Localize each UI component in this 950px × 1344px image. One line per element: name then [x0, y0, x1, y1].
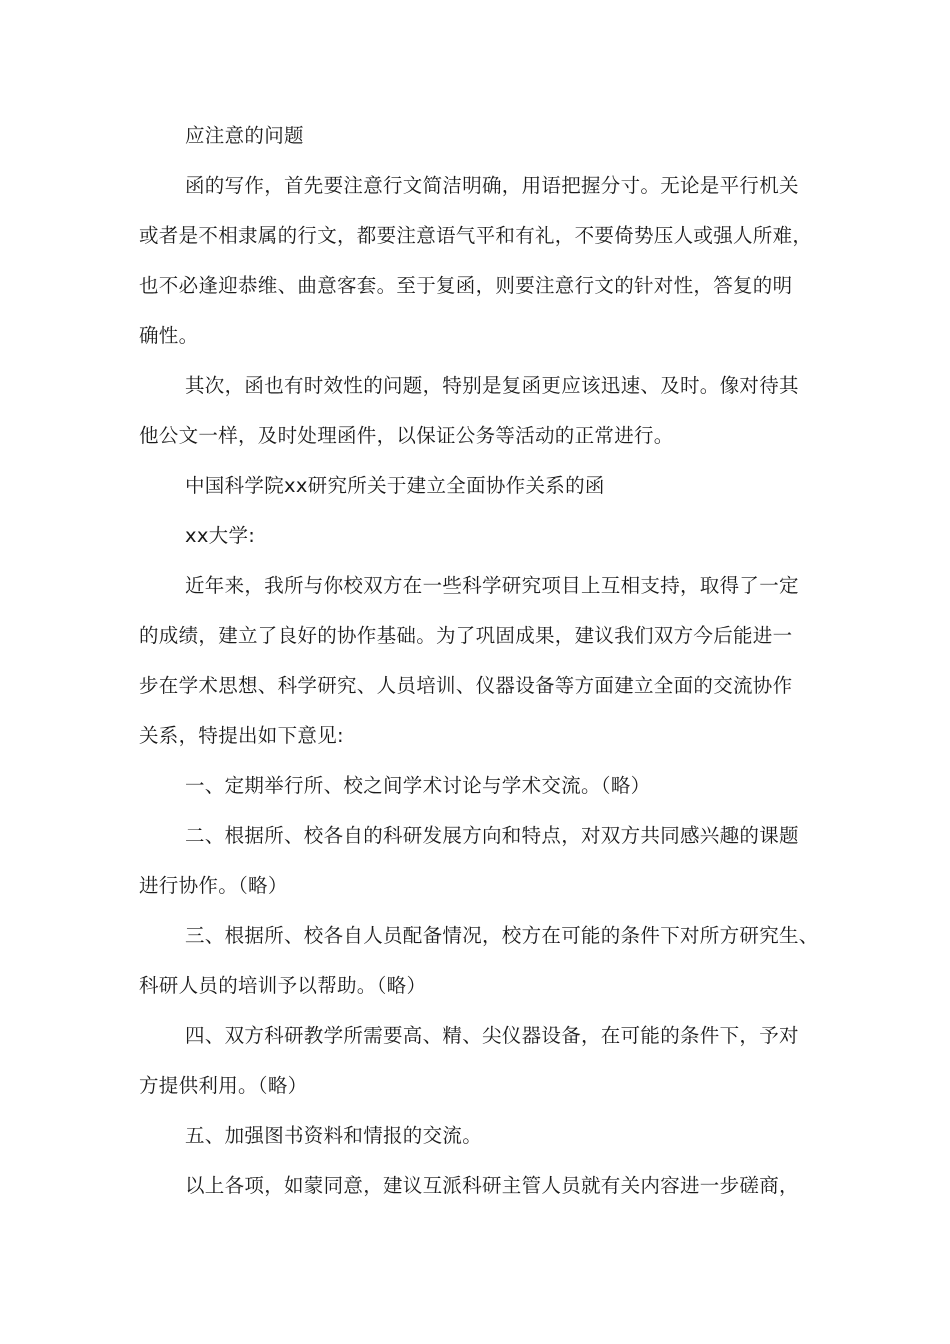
paragraph-line: 关系，特提出如下意见:: [139, 724, 344, 747]
paragraph-line: 或者是不相隶属的行文，都要注意语气平和有礼，不要倚势压人或强人所难，: [139, 224, 813, 247]
list-item: 二、根据所、校各自的科研发展方向和特点，对双方共同感兴趣的课题: [185, 824, 799, 847]
list-item-continuation: 进行协作。（略）: [139, 874, 288, 897]
paragraph-line: 他公文一样，及时处理函件，以保证公务等活动的正常进行。: [139, 424, 674, 447]
list-item: 三、根据所、校各自人员配备情况，校方在可能的条件下对所方研究生、: [185, 924, 819, 947]
letter-recipient: xx大学:: [185, 524, 256, 547]
paragraph-line: 函的写作，首先要注意行文简洁明确，用语把握分寸。无论是平行机关: [185, 174, 799, 197]
list-item: 五、加强图书资料和情报的交流。: [185, 1124, 483, 1147]
letter-title: 中国科学院xx研究所关于建立全面协作关系的函: [185, 474, 605, 497]
paragraph-line: 其次，函也有时效性的问题，特别是复函更应该迅速、及时。像对待其: [185, 374, 799, 397]
section-heading: 应注意的问题: [185, 124, 304, 147]
paragraph-line: 也不必逢迎恭维、曲意客套。至于复函，则要注意行文的针对性，答复的明: [139, 274, 793, 297]
paragraph-line: 步在学术思想、科学研究、人员培训、仪器设备等方面建立全面的交流协作: [139, 674, 793, 697]
list-item: 一、定期举行所、校之间学术讨论与学术交流。（略）: [185, 774, 651, 797]
list-item: 四、双方科研教学所需要高、精、尖仪器设备，在可能的条件下，予对: [185, 1024, 799, 1047]
paragraph-line: 的成绩，建立了良好的协作基础。为了巩固成果，建议我们双方今后能进一: [139, 624, 793, 647]
paragraph-line: 确性。: [139, 324, 199, 347]
paragraph-line: 以上各项，如蒙同意，建议互派科研主管人员就有关内容进一步磋商，: [185, 1174, 799, 1197]
paragraph-line: 近年来，我所与你校双方在一些科学研究项目上互相支持，取得了一定: [185, 574, 799, 597]
list-item-continuation: 科研人员的培训予以帮助。（略）: [139, 974, 427, 997]
list-item-continuation: 方提供利用。（略）: [139, 1074, 308, 1097]
